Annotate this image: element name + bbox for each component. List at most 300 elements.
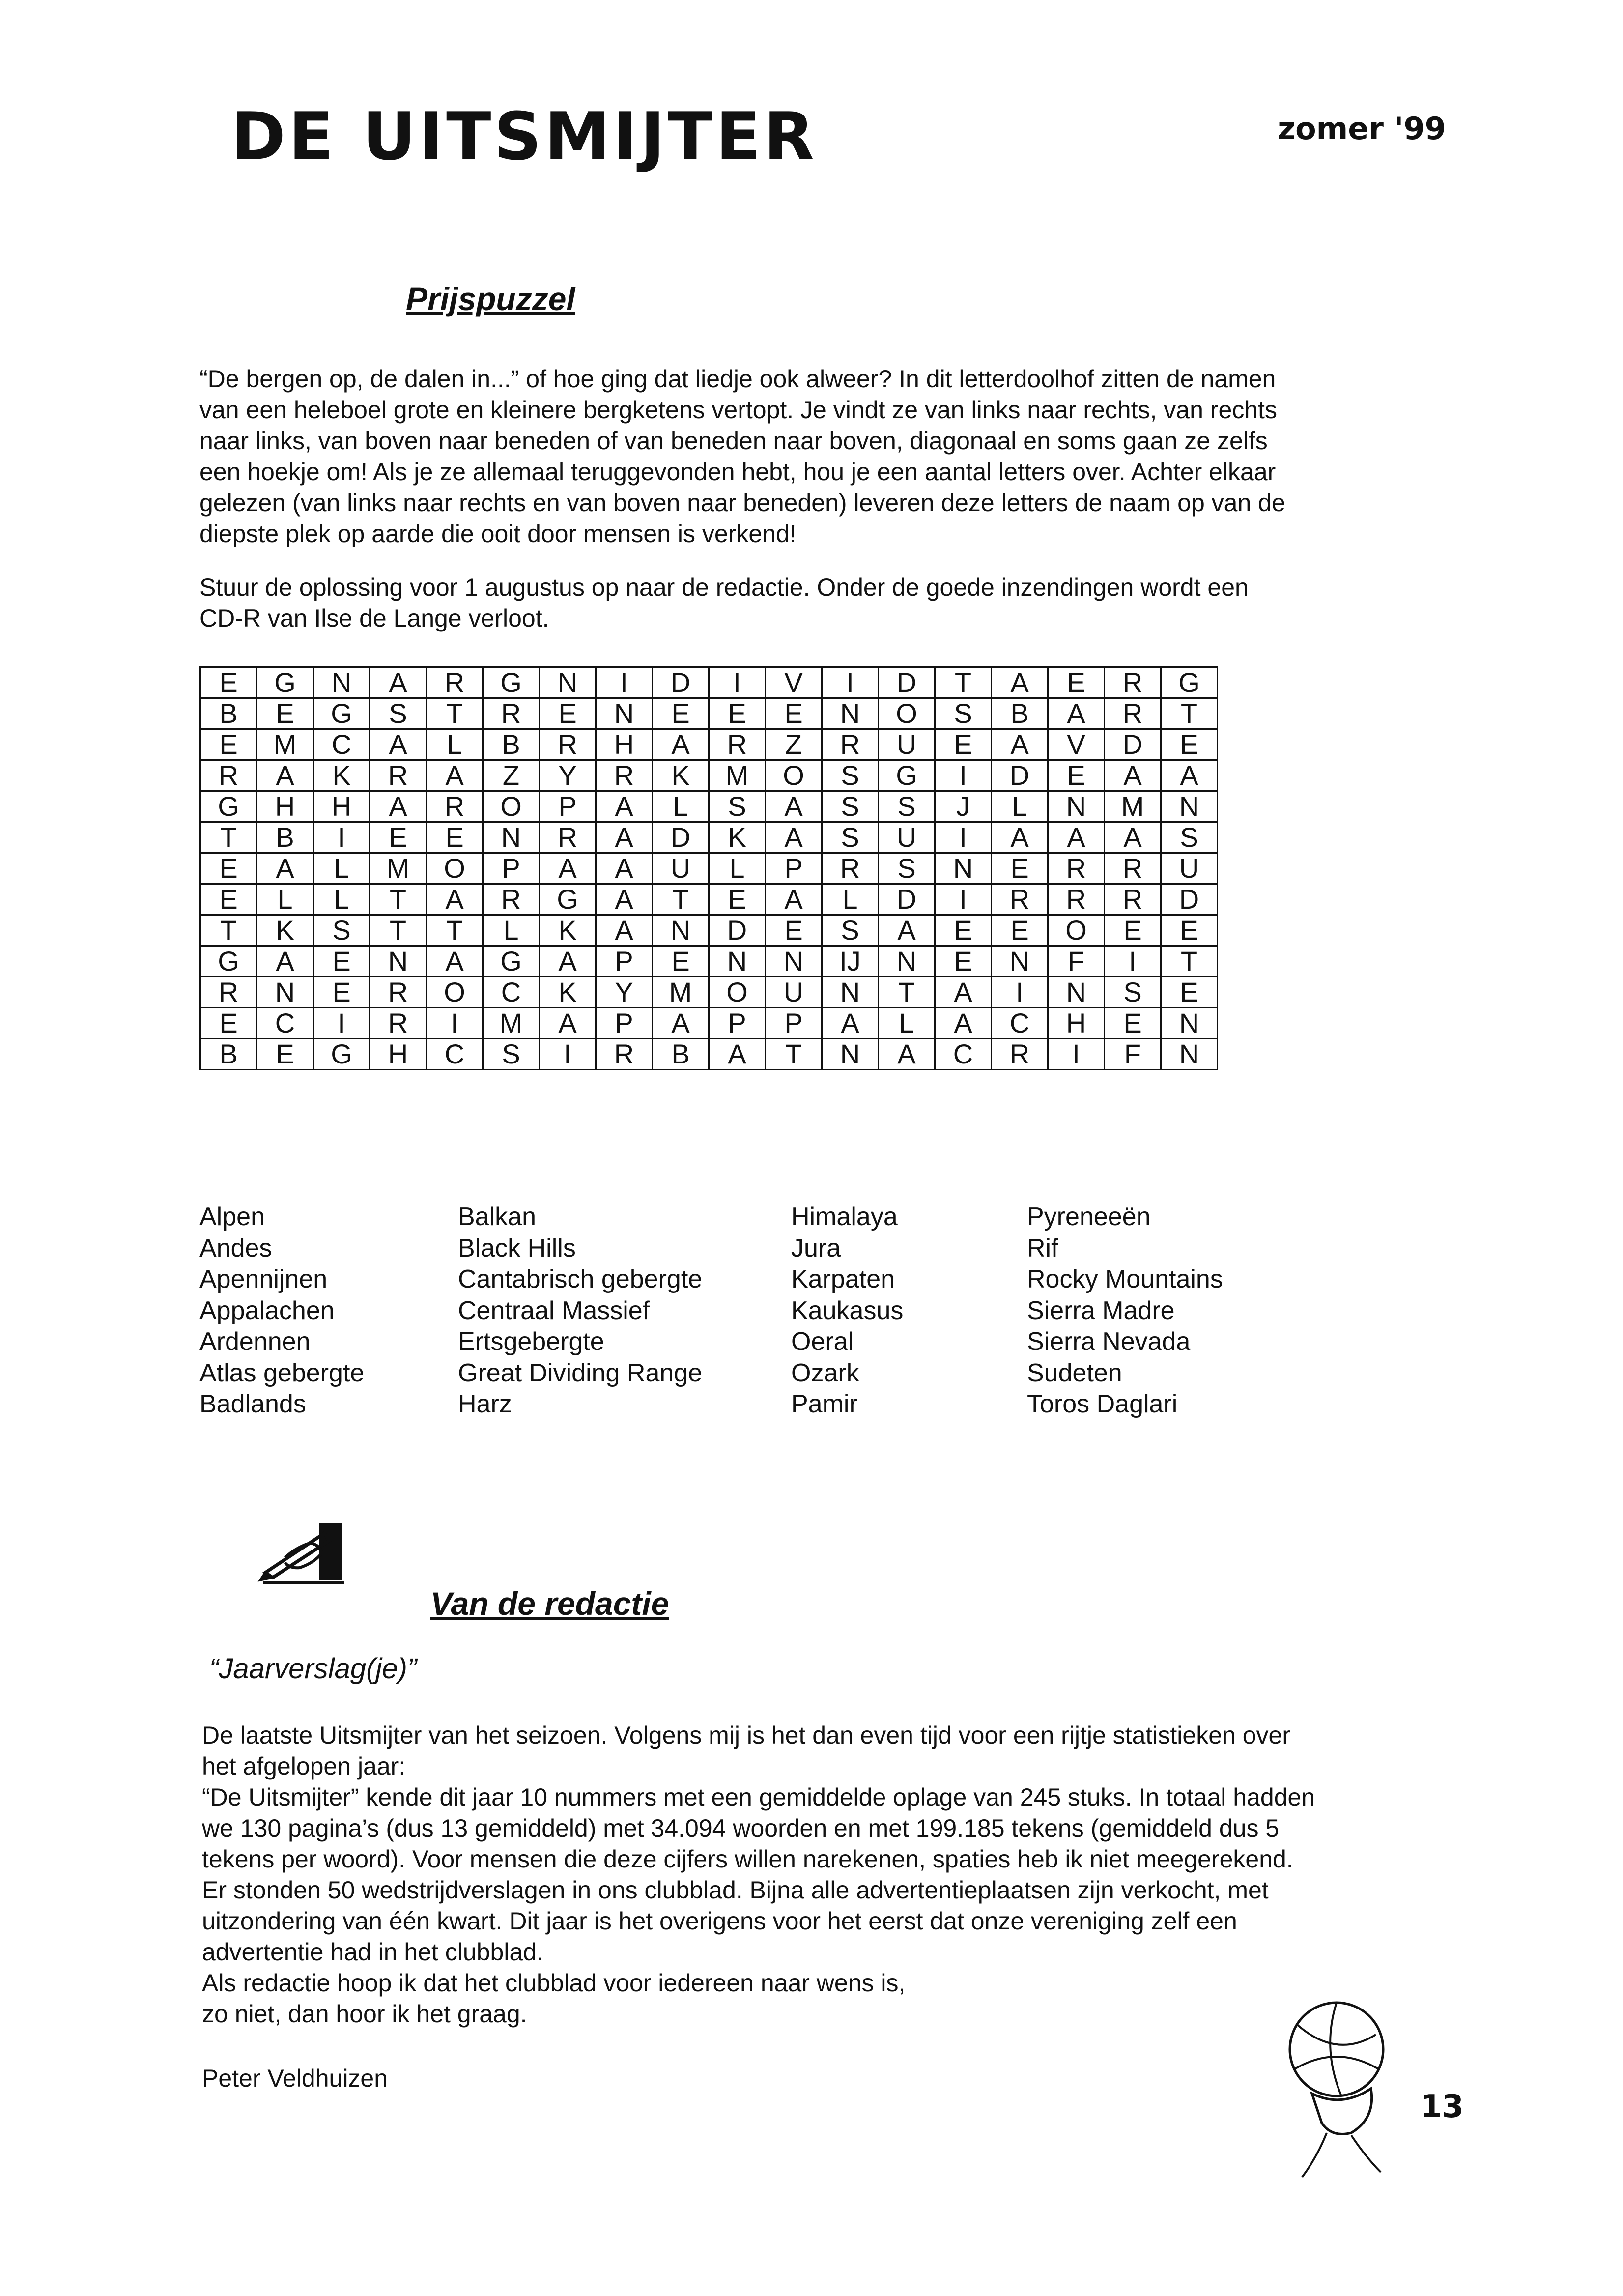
grid-cell: L <box>879 1008 935 1039</box>
grid-cell: G <box>540 884 596 915</box>
grid-cell: N <box>370 946 427 977</box>
grid-cell: A <box>1048 698 1105 729</box>
grid-cell: M <box>483 1008 540 1039</box>
grid-cell: S <box>370 698 427 729</box>
grid-cell: S <box>483 1039 540 1070</box>
grid-cell: L <box>992 791 1048 822</box>
grid-cell: A <box>653 729 709 760</box>
word-list-item: Alpen <box>199 1203 265 1231</box>
grid-cell: N <box>879 946 935 977</box>
grid-row <box>200 791 1218 822</box>
grid-cell: T <box>200 822 257 853</box>
grid-cell: A <box>879 1039 935 1070</box>
grid-cell: A <box>596 853 653 884</box>
word-list-column-2 <box>458 1202 702 1420</box>
grid-cell: E <box>200 729 257 760</box>
grid-cell: N <box>822 1039 879 1070</box>
grid-cell: U <box>766 977 822 1008</box>
grid-cell: S <box>879 791 935 822</box>
word-list-item: Sierra Nevada <box>1027 1327 1191 1356</box>
grid-cell: S <box>1105 977 1161 1008</box>
grid-cell: D <box>879 884 935 915</box>
grid-cell: O <box>427 853 483 884</box>
grid-cell: A <box>540 853 596 884</box>
editorial-line: we 130 pagina’s (dus 13 gemiddeld) met 34.094 woorden en met 199.185 tekens (gemiddeld dus 5 <box>202 1814 1280 1842</box>
grid-cell: E <box>1048 760 1105 791</box>
grid-cell: E <box>653 946 709 977</box>
grid-cell: D <box>709 915 766 946</box>
grid-cell: C <box>313 729 370 760</box>
grid-cell: H <box>370 1039 427 1070</box>
grid-cell: P <box>483 853 540 884</box>
editorial-line: zo niet, dan hoor ik het graag. <box>202 2000 527 2028</box>
grid-cell: H <box>313 791 370 822</box>
grid-cell: L <box>313 853 370 884</box>
grid-cell: I <box>1105 946 1161 977</box>
grid-cell: C <box>257 1008 313 1039</box>
grid-cell: E <box>1105 915 1161 946</box>
word-list-item: Sierra Madre <box>1027 1296 1175 1325</box>
grid-cell: L <box>653 791 709 822</box>
grid-cell: A <box>596 791 653 822</box>
grid-cell: M <box>257 729 313 760</box>
grid-cell: L <box>822 884 879 915</box>
word-list-item: Ertsgebergte <box>458 1327 604 1356</box>
grid-cell: K <box>313 760 370 791</box>
word-list-item: Harz <box>458 1390 512 1418</box>
writing-hand-icon <box>256 1514 354 1587</box>
masthead-title: DE UITSMIJTER <box>231 98 818 175</box>
grid-cell: A <box>1105 822 1161 853</box>
grid-cell: T <box>200 915 257 946</box>
grid-cell: E <box>257 698 313 729</box>
grid-cell: N <box>766 946 822 977</box>
grid-row <box>200 822 1218 853</box>
grid-cell: H <box>257 791 313 822</box>
grid-cell: E <box>257 1039 313 1070</box>
grid-cell: A <box>596 915 653 946</box>
grid-cell: A <box>709 1039 766 1070</box>
grid-cell: B <box>483 729 540 760</box>
word-list-column-1 <box>199 1202 364 1420</box>
grid-cell: G <box>483 946 540 977</box>
grid-cell: T <box>1161 698 1218 729</box>
puzzle-intro-line: diepste plek op aarde die ooit door mensen is verkend! <box>199 520 797 547</box>
editorial-line: De laatste Uitsmijter van het seizoen. Volgens mij is het dan even tijd voor een rijtje statistieken over <box>202 1722 1290 1749</box>
grid-cell: E <box>427 822 483 853</box>
grid-cell: N <box>992 946 1048 977</box>
word-list-column-4 <box>1027 1202 1223 1420</box>
word-list-item: Pyreneeën <box>1027 1203 1151 1231</box>
grid-cell: E <box>540 698 596 729</box>
grid-cell: S <box>822 791 879 822</box>
grid-cell: G <box>879 760 935 791</box>
grid-cell: I <box>935 760 992 791</box>
grid-cell: A <box>1161 760 1218 791</box>
word-list-item: Rocky Mountains <box>1027 1265 1223 1293</box>
grid-cell: S <box>822 915 879 946</box>
grid-cell: N <box>822 698 879 729</box>
grid-cell: R <box>1105 884 1161 915</box>
grid-cell: V <box>766 667 822 698</box>
grid-cell: N <box>313 667 370 698</box>
grid-cell: G <box>313 1039 370 1070</box>
editorial-subtitle: “Jaarverslag(je)” <box>209 1653 417 1685</box>
word-list-item: Kaukasus <box>791 1296 904 1325</box>
grid-cell: S <box>709 791 766 822</box>
grid-cell: E <box>935 915 992 946</box>
grid-cell: A <box>935 1008 992 1039</box>
grid-cell: G <box>257 667 313 698</box>
grid-cell: K <box>709 822 766 853</box>
word-search-grid <box>199 666 1218 1070</box>
grid-cell: A <box>257 853 313 884</box>
grid-cell: A <box>935 977 992 1008</box>
grid-cell: A <box>596 822 653 853</box>
grid-cell: L <box>427 729 483 760</box>
grid-cell: B <box>200 698 257 729</box>
grid-cell: S <box>935 698 992 729</box>
word-list-item: Karpaten <box>791 1265 895 1293</box>
grid-cell: E <box>992 853 1048 884</box>
puzzle-intro <box>199 364 1457 549</box>
grid-row <box>200 1039 1218 1070</box>
grid-cell: G <box>200 791 257 822</box>
grid-cell: M <box>653 977 709 1008</box>
grid-cell: L <box>257 884 313 915</box>
grid-cell: O <box>766 760 822 791</box>
grid-cell: A <box>766 791 822 822</box>
grid-cell: A <box>992 667 1048 698</box>
grid-cell: A <box>427 760 483 791</box>
grid-cell: F <box>1105 1039 1161 1070</box>
grid-cell: O <box>1048 915 1105 946</box>
grid-cell: E <box>1048 667 1105 698</box>
editorial-title: Van de redactie <box>430 1585 669 1622</box>
grid-cell: E <box>766 915 822 946</box>
grid-cell: B <box>200 1039 257 1070</box>
grid-cell: A <box>540 1008 596 1039</box>
grid-cell: N <box>653 915 709 946</box>
grid-cell: E <box>653 698 709 729</box>
editorial-line: tekens per woord). Voor mensen die deze cijfers willen narekenen, spaties heb ik niet meegerekend. <box>202 1845 1293 1873</box>
word-list-item: Oeral <box>791 1327 854 1356</box>
grid-cell: N <box>1161 1008 1218 1039</box>
grid-cell: G <box>1161 667 1218 698</box>
grid-cell: D <box>992 760 1048 791</box>
grid-cell: T <box>766 1039 822 1070</box>
grid-cell: A <box>540 946 596 977</box>
grid-cell: R <box>822 729 879 760</box>
grid-cell: R <box>709 729 766 760</box>
grid-cell: N <box>257 977 313 1008</box>
grid-cell: K <box>257 915 313 946</box>
grid-cell: A <box>879 915 935 946</box>
grid-cell: E <box>709 698 766 729</box>
page-number: 13 <box>1420 2089 1464 2125</box>
editorial-line: advertentie had in het clubblad. <box>202 1938 543 1966</box>
puzzle-instruction-line: Stuur de oplossing voor 1 augustus op naar de redactie. Onder de goede inzendingen wordt een <box>199 574 1249 601</box>
grid-cell: S <box>1161 822 1218 853</box>
grid-cell: A <box>596 884 653 915</box>
grid-cell: K <box>653 760 709 791</box>
grid-row <box>200 853 1218 884</box>
grid-cell: Y <box>596 977 653 1008</box>
grid-row <box>200 977 1218 1008</box>
word-list-item: Ardennen <box>199 1327 311 1356</box>
grid-cell: L <box>313 884 370 915</box>
grid-cell: A <box>427 946 483 977</box>
grid-cell: R <box>483 884 540 915</box>
grid-cell: B <box>653 1039 709 1070</box>
grid-cell: Z <box>766 729 822 760</box>
grid-cell: N <box>483 822 540 853</box>
grid-cell: I <box>313 822 370 853</box>
grid-cell: N <box>540 667 596 698</box>
grid-row <box>200 915 1218 946</box>
grid-cell: T <box>879 977 935 1008</box>
grid-cell: R <box>822 853 879 884</box>
grid-cell: A <box>370 729 427 760</box>
grid-row <box>200 946 1218 977</box>
grid-cell: P <box>596 1008 653 1039</box>
word-list-item: Appalachen <box>199 1296 335 1325</box>
grid-cell: A <box>766 822 822 853</box>
grid-row <box>200 884 1218 915</box>
grid-cell: IJ <box>822 946 879 977</box>
word-list-item: Cantabrisch gebergte <box>458 1265 703 1293</box>
grid-cell: Z <box>483 760 540 791</box>
grid-cell: L <box>709 853 766 884</box>
puzzle-instruction-line: CD-R van Ilse de Lange verloot. <box>199 604 549 632</box>
word-list-item: Balkan <box>458 1203 536 1231</box>
grid-cell: I <box>992 977 1048 1008</box>
grid-cell: A <box>257 760 313 791</box>
grid-cell: R <box>370 1008 427 1039</box>
grid-cell: I <box>935 822 992 853</box>
grid-cell: E <box>1105 1008 1161 1039</box>
grid-cell: A <box>427 884 483 915</box>
grid-cell: T <box>1161 946 1218 977</box>
grid-cell: R <box>992 1039 1048 1070</box>
grid-cell: I <box>709 667 766 698</box>
grid-cell: A <box>1048 822 1105 853</box>
puzzle-intro-line: een hoekje om! Als je ze allemaal teruggevonden hebt, hou je een aantal letters over. Achter elkaar <box>199 458 1276 486</box>
grid-cell: H <box>1048 1008 1105 1039</box>
puzzle-intro-line: gelezen (van links naar rechts en van boven naar beneden) leveren deze letters de naam op van de <box>199 489 1285 517</box>
grid-row <box>200 729 1218 760</box>
grid-cell: T <box>370 915 427 946</box>
editorial-line: uitzondering van één kwart. Dit jaar is het overigens voor het eerst dat onze vereniging zelf een <box>202 1907 1237 1935</box>
grid-cell: R <box>1105 667 1161 698</box>
grid-cell: R <box>427 667 483 698</box>
grid-cell: S <box>822 760 879 791</box>
grid-cell: V <box>1048 729 1105 760</box>
grid-cell: O <box>879 698 935 729</box>
grid-cell: N <box>709 946 766 977</box>
grid-cell: T <box>427 915 483 946</box>
grid-cell: E <box>766 698 822 729</box>
editorial-line: Als redactie hoop ik dat het clubblad voor iedereen naar wens is, <box>202 1969 906 1997</box>
masthead-edition: zomer '99 <box>1278 111 1446 146</box>
grid-cell: I <box>822 667 879 698</box>
grid-cell: I <box>1048 1039 1105 1070</box>
grid-cell: R <box>370 760 427 791</box>
grid-cell: R <box>370 977 427 1008</box>
grid-cell: E <box>709 884 766 915</box>
grid-cell: I <box>596 667 653 698</box>
grid-cell: S <box>313 915 370 946</box>
puzzle-instruction <box>199 572 1457 634</box>
grid-cell: R <box>992 884 1048 915</box>
grid-cell: H <box>596 729 653 760</box>
basketball-head-illustration <box>1268 1995 1415 2182</box>
grid-cell: F <box>1048 946 1105 977</box>
word-list-item: Black Hills <box>458 1234 576 1263</box>
grid-cell: N <box>1161 1039 1218 1070</box>
word-list-column-3 <box>791 1202 903 1420</box>
grid-cell: T <box>427 698 483 729</box>
editorial-body <box>202 1720 1489 2030</box>
puzzle-title: Prijspuzzel <box>406 281 575 317</box>
grid-cell: D <box>653 822 709 853</box>
word-list-item: Rif <box>1027 1234 1058 1263</box>
grid-row <box>200 667 1218 698</box>
grid-cell: U <box>1161 853 1218 884</box>
grid-cell: I <box>313 1008 370 1039</box>
grid-cell: E <box>313 977 370 1008</box>
grid-cell: E <box>200 853 257 884</box>
grid-cell: D <box>879 667 935 698</box>
word-list-item: Andes <box>199 1234 272 1263</box>
grid-cell: I <box>540 1039 596 1070</box>
grid-cell: E <box>935 729 992 760</box>
grid-cell: A <box>653 1008 709 1039</box>
puzzle-intro-line: “De bergen op, de dalen in...” of hoe ging dat liedje ook alweer? In dit letterdoolhof zitten de namen <box>199 365 1276 393</box>
grid-cell: L <box>483 915 540 946</box>
grid-cell: O <box>427 977 483 1008</box>
grid-cell: G <box>483 667 540 698</box>
editorial-line: Er stonden 50 wedstrijdverslagen in ons clubblad. Bijna alle advertentieplaatsen zijn verkocht, met <box>202 1876 1269 1904</box>
grid-cell: C <box>992 1008 1048 1039</box>
grid-cell: N <box>1048 791 1105 822</box>
grid-cell: T <box>935 667 992 698</box>
grid-cell: B <box>992 698 1048 729</box>
grid-cell: U <box>879 822 935 853</box>
grid-cell: P <box>766 1008 822 1039</box>
word-list-item: Sudeten <box>1027 1358 1122 1387</box>
grid-cell: O <box>483 791 540 822</box>
grid-cell: T <box>370 884 427 915</box>
grid-cell: R <box>596 1039 653 1070</box>
grid-cell: E <box>200 1008 257 1039</box>
grid-cell: U <box>879 729 935 760</box>
grid-cell: E <box>935 946 992 977</box>
grid-cell: M <box>709 760 766 791</box>
grid-cell: M <box>370 853 427 884</box>
grid-cell: I <box>935 884 992 915</box>
grid-cell: A <box>370 667 427 698</box>
grid-cell: G <box>313 698 370 729</box>
grid-cell: E <box>992 915 1048 946</box>
grid-cell: A <box>992 822 1048 853</box>
grid-cell: N <box>596 698 653 729</box>
grid-cell: E <box>370 822 427 853</box>
grid-cell: P <box>540 791 596 822</box>
grid-cell: E <box>1161 915 1218 946</box>
grid-cell: D <box>1161 884 1218 915</box>
word-list-item: Jura <box>791 1234 841 1263</box>
signature-name: Peter Veldhuizen <box>202 2065 388 2092</box>
grid-cell: D <box>653 667 709 698</box>
grid-cell: T <box>653 884 709 915</box>
grid-cell: E <box>1161 977 1218 1008</box>
grid-cell: R <box>1105 853 1161 884</box>
grid-cell: P <box>709 1008 766 1039</box>
word-list-item: Pamir <box>791 1390 858 1418</box>
word-list-item: Apennijnen <box>199 1265 328 1293</box>
grid-cell: C <box>483 977 540 1008</box>
grid-cell: P <box>766 853 822 884</box>
grid-cell: E <box>1161 729 1218 760</box>
grid-cell: R <box>540 822 596 853</box>
grid-cell: C <box>427 1039 483 1070</box>
grid-cell: U <box>653 853 709 884</box>
grid-cell: N <box>935 853 992 884</box>
grid-cell: D <box>1105 729 1161 760</box>
grid-row <box>200 760 1218 791</box>
grid-cell: A <box>766 884 822 915</box>
grid-cell: J <box>935 791 992 822</box>
grid-cell: R <box>483 698 540 729</box>
grid-cell: R <box>1048 853 1105 884</box>
word-list-item: Centraal Massief <box>458 1296 650 1325</box>
grid-cell: I <box>427 1008 483 1039</box>
grid-cell: A <box>370 791 427 822</box>
grid-row <box>200 698 1218 729</box>
word-list-item: Great Dividing Range <box>458 1358 703 1387</box>
grid-cell: N <box>1161 791 1218 822</box>
puzzle-intro-line: van een heleboel grote en kleinere bergketens vertopt. Je vindt ze van links naar rechts, van rechts <box>199 396 1277 424</box>
grid-cell: R <box>1048 884 1105 915</box>
grid-row <box>200 1008 1218 1039</box>
grid-cell: G <box>200 946 257 977</box>
grid-cell: A <box>992 729 1048 760</box>
grid-cell: R <box>200 977 257 1008</box>
word-list-item: Badlands <box>199 1390 306 1418</box>
grid-cell: Y <box>540 760 596 791</box>
grid-cell: R <box>200 760 257 791</box>
grid-cell: A <box>822 1008 879 1039</box>
grid-cell: R <box>540 729 596 760</box>
grid-cell: P <box>596 946 653 977</box>
word-list-item: Toros Daglari <box>1027 1390 1178 1418</box>
grid-cell: R <box>1105 698 1161 729</box>
grid-cell: A <box>257 946 313 977</box>
editorial-line: het afgelopen jaar: <box>202 1752 406 1780</box>
grid-cell: K <box>540 977 596 1008</box>
word-list-item: Atlas gebergte <box>199 1358 365 1387</box>
word-list-item: Himalaya <box>791 1203 898 1231</box>
grid-cell: E <box>313 946 370 977</box>
grid-cell: R <box>427 791 483 822</box>
grid-cell: N <box>1048 977 1105 1008</box>
grid-cell: S <box>822 822 879 853</box>
grid-cell: R <box>596 760 653 791</box>
grid-cell: K <box>540 915 596 946</box>
puzzle-intro-line: naar links, van boven naar beneden of van beneden naar boven, diagonaal en soms gaan ze zelfs <box>199 427 1268 455</box>
grid-cell: S <box>879 853 935 884</box>
